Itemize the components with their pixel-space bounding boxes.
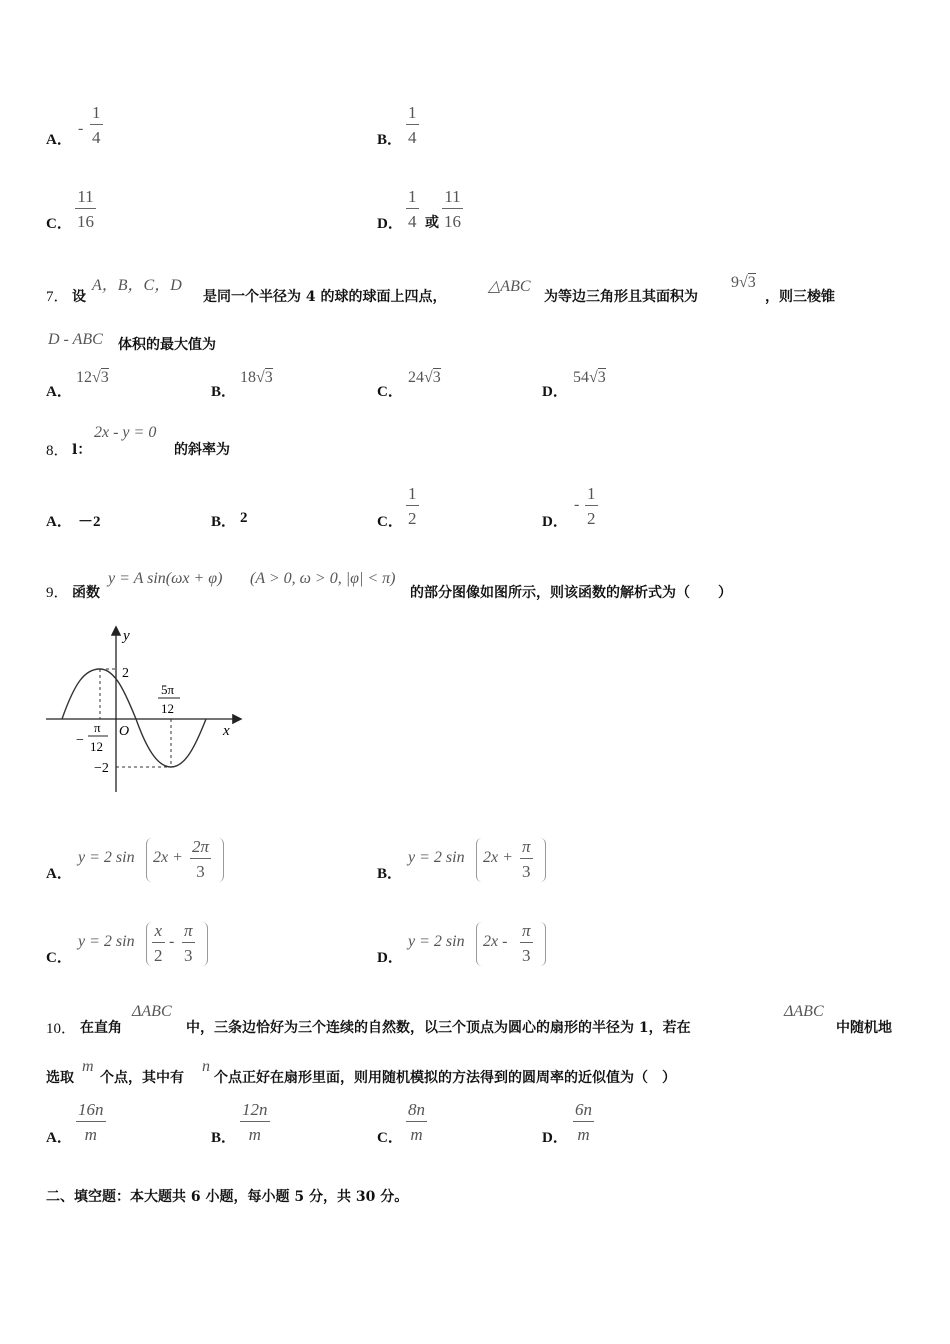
q8-prefix: l：	[72, 442, 92, 458]
q9-option-d-fraction: π 3	[522, 921, 531, 965]
max-label: 2	[122, 666, 129, 681]
q7-prefix: 设	[72, 289, 86, 305]
q10-line2-c: 个点正好在扇形里面，则用随机模拟的方法得到的圆周率的近似值为（ ）	[214, 1070, 676, 1086]
q9-option-d-left: y = 2 sin	[408, 933, 465, 950]
q8-equation: 2x - y = 0	[94, 424, 157, 441]
q7-option-a-value: 12√3	[76, 369, 109, 386]
q10-option-c-fraction: 8n m	[408, 1100, 425, 1144]
q9-option-b-label: B．	[377, 866, 403, 882]
q10-option-c-label: C．	[377, 1130, 403, 1146]
q8-option-a-value: －2	[78, 514, 101, 530]
q7-option-c-value: 24√3	[408, 369, 441, 386]
q10-triangle-2: ΔABC	[784, 1003, 824, 1020]
q10-option-b-fraction: 12n m	[242, 1100, 268, 1144]
q7-option-c-label: C．	[377, 384, 403, 400]
q9-number: 9．	[46, 585, 69, 601]
left-tick-sign: −	[76, 733, 84, 748]
y-axis-label: y	[123, 628, 130, 644]
q9-text: 的部分图像如图所示，则该函数的解析式为（ ）	[410, 585, 732, 601]
left-tick-den: 12	[90, 739, 103, 754]
x-axis-label: x	[223, 723, 230, 739]
q10-option-d-label: D．	[542, 1130, 568, 1146]
q9-option-a-label: A．	[46, 866, 72, 882]
q9-option-c-x-fraction: x 2	[154, 921, 163, 965]
q6-option-d-label: D．	[377, 216, 403, 232]
q8-option-c-label: C．	[377, 514, 403, 530]
q6-option-b-fraction: 1 4	[408, 103, 417, 147]
q7-triangle: △ABC	[488, 278, 531, 295]
q10-n: n	[202, 1058, 210, 1075]
q7-area: 9√3	[731, 274, 756, 291]
q6-option-d-fraction-2: 11 16	[444, 187, 461, 231]
q7-pyramid: D - ABC	[48, 331, 103, 348]
q8-number: 8．	[46, 443, 69, 459]
q7-option-a-label: A．	[46, 384, 72, 400]
q9-formula: y = A sin(ωx + φ)	[108, 570, 223, 587]
q9-option-b-left: y = 2 sin	[408, 849, 465, 866]
q8-text: 的斜率为	[174, 442, 230, 458]
q10-text-1: 中，三条边恰好为三个连续的自然数，以三个顶点为圆心的扇形的半径为 1，若在	[186, 1020, 691, 1036]
q9-option-c-label: C．	[46, 950, 72, 966]
q6-option-b-label: B．	[377, 132, 403, 148]
q9-option-c-fraction: π 3	[184, 921, 193, 965]
q7-text-4: 体积的最大值为	[118, 337, 216, 353]
q8-option-a-label: A．	[46, 514, 72, 530]
right-tick-den: 12	[161, 701, 174, 716]
q9-condition: (A > 0, ω > 0, |φ| < π)	[250, 570, 396, 587]
q6-option-a-fraction: 1 4	[92, 103, 101, 147]
left-tick-num: π	[94, 720, 101, 735]
q10-option-a-fraction: 16n m	[78, 1100, 104, 1144]
q7-number: 7．	[46, 289, 69, 305]
q9-option-a-inner: 2x +	[153, 849, 183, 866]
q6-option-c-fraction: 11 16	[77, 187, 94, 231]
q9-option-a-fraction: 2π 3	[192, 837, 210, 881]
q9-graph	[40, 622, 250, 800]
q9-option-d-inner: 2x -	[483, 933, 508, 950]
q6-option-d-or: 或	[425, 215, 439, 231]
q9-prefix: 函数	[72, 585, 100, 601]
q7-text-1: 是同一个半径为 4 的球的球面上四点，	[203, 289, 447, 305]
min-label: −2	[94, 761, 109, 776]
q7-text-2: 为等边三角形且其面积为	[544, 289, 698, 305]
q6-option-c-label: C．	[46, 216, 72, 232]
section-heading: 二、填空题：本大题共 6 小题，每小题 5 分，共 30 分。	[46, 1189, 409, 1205]
q7-option-b-value: 18√3	[240, 369, 273, 386]
q7-points: A，B，C，D	[92, 277, 182, 294]
q10-triangle-1: ΔABC	[132, 1003, 172, 1020]
q10-prefix: 在直角	[80, 1020, 122, 1036]
q9-option-b-inner: 2x +	[483, 849, 513, 866]
q6-option-d-fraction-1: 1 4	[408, 187, 417, 231]
q6-option-a-label: A．	[46, 132, 72, 148]
q9-option-b-fraction: π 3	[522, 837, 531, 881]
q7-option-b-label: B．	[211, 384, 237, 400]
q6-option-a-sign: -	[78, 120, 84, 137]
q9-option-d-label: D．	[377, 950, 403, 966]
origin-label: O	[119, 724, 130, 739]
q8-option-d-fraction: 1 2	[587, 484, 596, 528]
q7-option-d-value: 54√3	[573, 369, 606, 386]
q10-option-a-label: A．	[46, 1130, 72, 1146]
sine-curve	[62, 669, 206, 767]
right-tick-num: 5π	[161, 682, 175, 697]
q9-option-a-left: y = 2 sin	[78, 849, 135, 866]
q10-number: 10．	[46, 1021, 77, 1037]
q8-option-c-fraction: 1 2	[408, 484, 417, 528]
q7-option-d-label: D．	[542, 384, 568, 400]
q8-option-b-label: B．	[211, 514, 237, 530]
q10-line2-a: 选取	[46, 1070, 74, 1086]
q10-text-2: 中随机地	[836, 1020, 892, 1036]
q8-option-d-label: D．	[542, 514, 568, 530]
q10-option-b-label: B．	[211, 1130, 237, 1146]
q7-text-3: ，则三棱锥	[765, 289, 835, 305]
q8-option-d-sign: -	[574, 496, 580, 513]
q8-option-b-value: 2	[240, 510, 248, 526]
q9-option-c-left: y = 2 sin	[78, 933, 135, 950]
q10-line2-b: 个点，其中有	[100, 1070, 184, 1086]
q10-m: m	[82, 1058, 94, 1075]
q10-option-d-fraction: 6n m	[575, 1100, 592, 1144]
q9-option-c-minus: -	[169, 933, 175, 950]
